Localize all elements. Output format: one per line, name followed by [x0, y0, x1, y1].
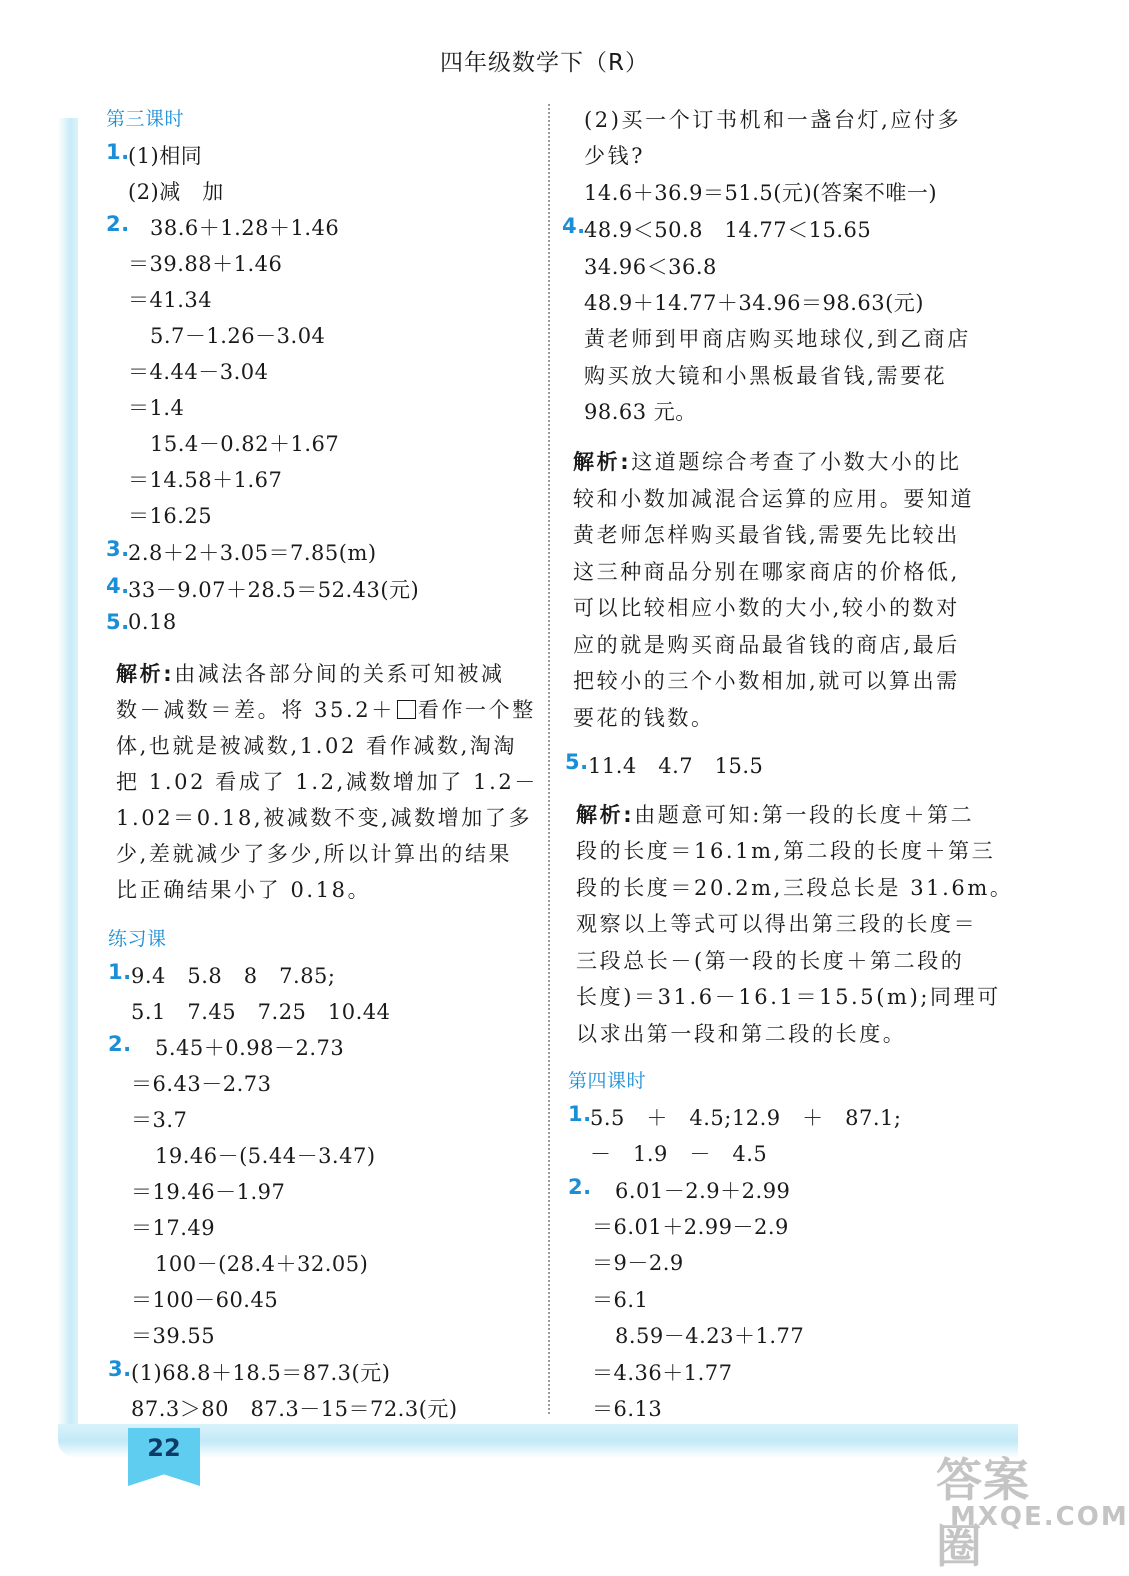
answer-line: 11.4 4.7 15.5 — [588, 754, 764, 778]
analysis-line — [116, 658, 505, 688]
section-title: 第三课时 — [106, 108, 185, 130]
analysis-line: 少,差就减少了多少,所以计算出的结果 — [116, 842, 513, 866]
analysis-line — [573, 446, 962, 476]
column-divider — [548, 104, 550, 1414]
analysis-line: 黄老师怎样购买最省钱,需要先比较出 — [573, 523, 960, 547]
calc-line: ＝16.25 — [128, 504, 213, 528]
section-title: 练习课 — [108, 928, 167, 950]
answer-line: 购买放大镜和小黑板最省钱,需要花 — [584, 364, 948, 388]
question-number: 3. — [108, 1357, 132, 1381]
analysis-line: 要花的钱数。 — [573, 706, 715, 730]
analysis-line: 体,也就是被减数,1.02 看作减数,淘淘 — [116, 734, 518, 758]
calc-line: ＝6.01＋2.99－2.9 — [592, 1215, 789, 1239]
calc-line: 6.01－2.9＋2.99 — [615, 1179, 791, 1203]
question-number: 4. — [562, 214, 586, 238]
answer-line: (1)68.8＋18.5＝87.3(元) — [131, 1361, 391, 1385]
answer-line: (2)减 加 — [128, 180, 224, 204]
analysis-line: 可以比较相应小数的大小,较小的数对 — [573, 596, 960, 620]
answer-line: 少钱? — [584, 144, 646, 168]
answer-line: 2.8＋2＋3.05＝7.85(m) — [128, 541, 377, 565]
calc-line: 38.6＋1.28＋1.46 — [150, 216, 340, 240]
question-number: 1. — [568, 1102, 592, 1126]
analysis-text: 由减法各部分间的关系可知被减 — [174, 662, 505, 686]
answer-line: 48.9＜50.8 14.77＜15.65 — [584, 218, 872, 242]
section-title: 第四课时 — [568, 1070, 647, 1092]
question-number: 2. — [108, 1032, 132, 1056]
calc-line: ＝6.43－2.73 — [131, 1072, 272, 1096]
answer-line: 5.5 ＋ 4.5;12.9 ＋ 87.1; — [590, 1106, 902, 1130]
analysis-line — [116, 694, 536, 724]
bottom-decor-bar — [58, 1424, 1018, 1458]
question-number: 5. — [106, 610, 130, 634]
answer-line: 33－9.07＋28.5＝52.43(元) — [128, 578, 420, 602]
page-number: 22 — [147, 1434, 181, 1462]
analysis-line: 段的长度＝20.2m,三段总长是 31.6m。 — [576, 876, 1014, 900]
analysis-label: 解析: — [573, 450, 632, 474]
calc-line: ＝39.55 — [131, 1324, 216, 1348]
answer-line: 0.18 — [128, 610, 177, 634]
analysis-line — [576, 799, 974, 829]
answer-line: － 1.9 － 4.5 — [590, 1142, 768, 1166]
analysis-line: 三段总长－(第一段的长度＋第二段的 — [576, 949, 965, 973]
calc-line: ＝6.13 — [592, 1397, 663, 1421]
watermark-top: 答案圈 — [936, 1453, 1030, 1573]
analysis-line: 1.02＝0.18,被减数不变,减数增加了多 — [116, 806, 533, 830]
blank-box-icon — [397, 700, 416, 719]
calc-line: ＝3.7 — [131, 1108, 188, 1132]
calc-line: ＝19.46－1.97 — [131, 1180, 286, 1204]
analysis-text: 数－减数＝差。将 35.2＋ — [116, 698, 395, 722]
analysis-line: 把 1.02 看成了 1.2,减数增加了 1.2－ — [116, 770, 538, 794]
analysis-line: 段的长度＝16.1m,第二段的长度＋第三 — [576, 839, 996, 863]
analysis-line: 较和小数加减混合运算的应用。要知道 — [573, 487, 975, 511]
answer-line: (1)相同 — [128, 144, 203, 168]
analysis-line: 长度)＝31.6－16.1＝15.5(m);同理可 — [576, 985, 1001, 1009]
analysis-label: 解析: — [116, 662, 175, 686]
question-number: 3. — [106, 537, 130, 561]
answer-line: 5.1 7.45 7.25 10.44 — [131, 1000, 391, 1024]
question-number: 1. — [106, 140, 130, 164]
calc-line: ＝17.49 — [131, 1216, 216, 1240]
answer-line: 黄老师到甲商店购买地球仪,到乙商店 — [584, 327, 971, 351]
question-number: 2. — [106, 212, 130, 236]
calc-line: ＝4.36＋1.77 — [592, 1361, 733, 1385]
answer-line: 34.96＜36.8 — [584, 255, 717, 279]
analysis-line: 比正确结果小了 0.18。 — [116, 878, 372, 902]
calc-line: 15.4－0.82＋1.67 — [150, 432, 340, 456]
calc-line: 8.59－4.23＋1.77 — [615, 1324, 805, 1348]
watermark-logo — [936, 1444, 1129, 1573]
calc-line: 19.46－(5.44－3.47) — [155, 1144, 376, 1168]
calc-line: ＝4.44－3.04 — [128, 360, 269, 384]
calc-line: 100－(28.4＋32.05) — [155, 1252, 369, 1276]
analysis-text: 看作一个整 — [417, 698, 536, 722]
calc-line: ＝6.1 — [592, 1288, 649, 1312]
analysis-line: 这三种商品分别在哪家商店的价格低, — [573, 560, 960, 584]
calc-line: 5.45＋0.98－2.73 — [155, 1036, 345, 1060]
calc-line: ＝9－2.9 — [592, 1251, 684, 1275]
question-number: 4. — [106, 574, 130, 598]
watermark-bottom: MXQE.COM — [950, 1502, 1129, 1532]
page-header: 四年级数学下（R） — [440, 50, 649, 76]
answer-line: 98.63 元。 — [584, 400, 697, 424]
answer-line: 87.3＞80 87.3－15＝72.3(元) — [131, 1397, 458, 1421]
calc-line: ＝14.58＋1.67 — [128, 468, 283, 492]
question-number: 5. — [565, 750, 589, 774]
calc-line: ＝41.34 — [128, 288, 213, 312]
calc-line: ＝100－60.45 — [131, 1288, 279, 1312]
calc-line: 5.7－1.26－3.04 — [150, 324, 326, 348]
answer-line: 9.4 5.8 8 7.85; — [131, 964, 336, 988]
answer-line: 14.6＋36.9＝51.5(元)(答案不唯一) — [584, 181, 938, 205]
analysis-line: 以求出第一段和第二段的长度。 — [576, 1022, 907, 1046]
answer-line: 48.9＋14.77＋34.96＝98.63(元) — [584, 291, 924, 315]
left-decor-bar — [58, 118, 78, 1448]
analysis-line: 观察以上等式可以得出第三段的长度＝ — [576, 912, 978, 936]
analysis-line: 把较小的三个小数相加,就可以算出需 — [573, 669, 960, 693]
calc-line: ＝39.88＋1.46 — [128, 252, 283, 276]
question-number: 1. — [108, 960, 132, 984]
calc-line: ＝1.4 — [128, 396, 185, 420]
question-number: 2. — [568, 1175, 592, 1199]
analysis-label: 解析: — [576, 803, 635, 827]
analysis-text: 这道题综合考查了小数大小的比 — [631, 450, 962, 474]
analysis-text: 由题意可知:第一段的长度＋第二 — [634, 803, 975, 827]
answer-line: (2)买一个订书机和一盏台灯,应付多 — [584, 108, 962, 132]
analysis-line: 应的就是购买商品最省钱的商店,最后 — [573, 633, 960, 657]
